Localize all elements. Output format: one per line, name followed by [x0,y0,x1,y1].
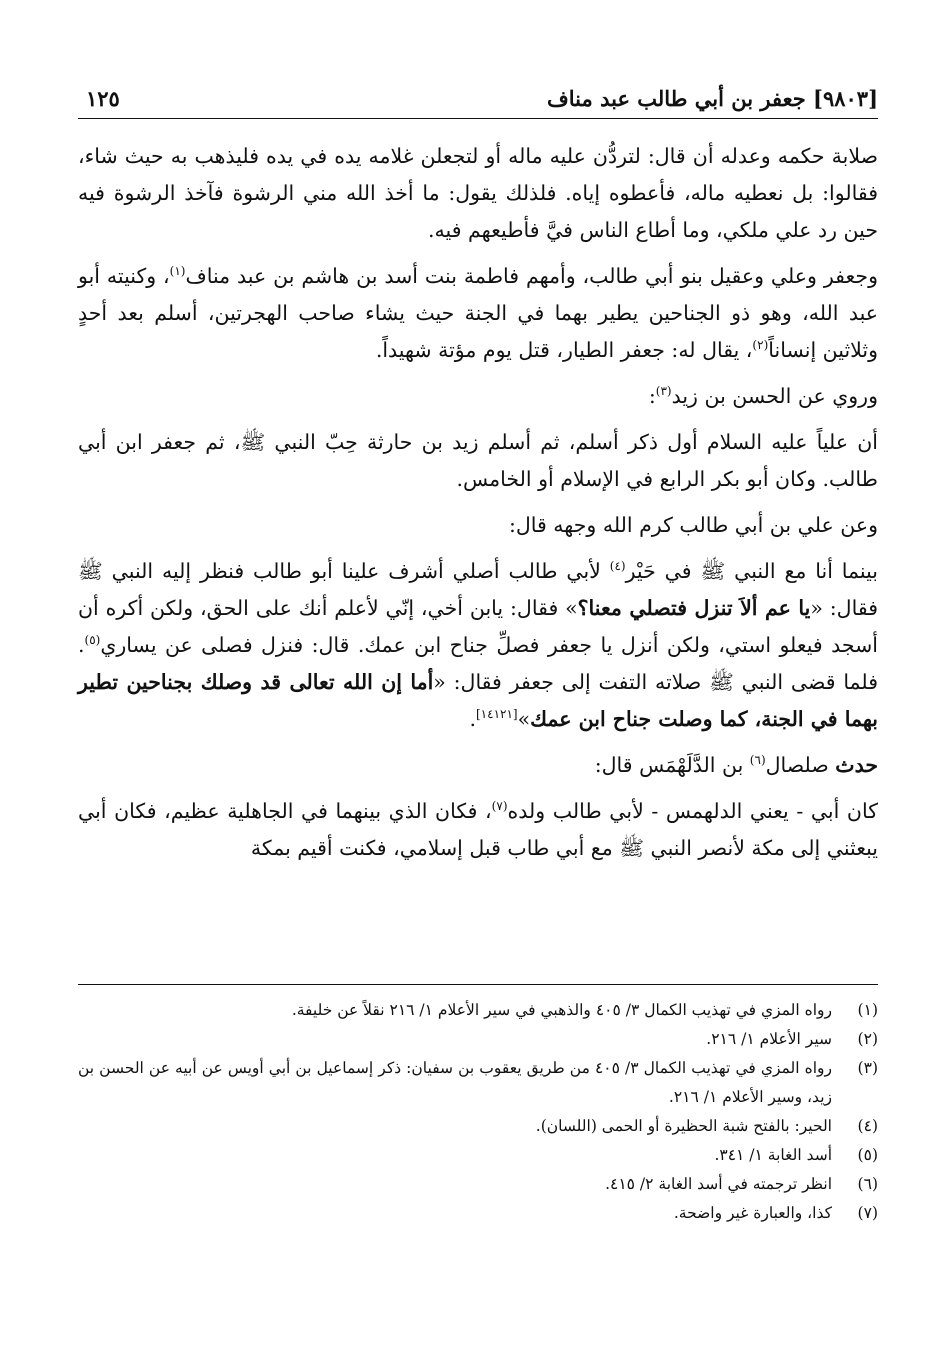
footnote [78,1141,878,1170]
footnote [78,996,878,1025]
paragraph-7 [78,747,878,784]
footnote-number: (١) [857,1001,878,1019]
bold-word: حدث [835,753,878,777]
text-run: وجعفر وعلي وعقيل بنو أبي طالب، وأمهم فاطمة بنت أسد بن هاشم بن عبد مناف [185,264,878,288]
paragraph-5: وعن علي بن أبي طالب كرم الله وجهه قال: [508,513,878,537]
text-run: صلصال [765,753,836,777]
text-run: » [517,707,531,731]
main-text [78,138,878,876]
paragraph-4: أن علياً عليه السلام أول ذكر أسلم، ثم أسلم زيد بن حارثة حِبّ النبي ﷺ، ثم جعفر ابن أبي طالب. وكان أبو بكر الرابع في الإسلام أو الخامس. [78,430,878,491]
footnote [78,1199,878,1228]
footnote-ref: (٢) [752,338,769,353]
footnote-text: رواه المزي في تهذيب الكمال ٣/ ٤٠٥ والذهبي في سير الأعلام ١/ ٢١٦ نقلاً عن خليفة. [291,1001,832,1019]
footnote-ref: (٥) [84,633,101,648]
footnote-text: سير الأعلام ١/ ٢١٦. [706,1030,832,1048]
footnote-text: أسد الغابة ١/ ٣٤١. [714,1146,832,1164]
footnote-number: (٧) [857,1204,878,1222]
paragraph-1: صلابة حكمه وعدله أن قال: لتردُّن عليه ماله أو لتجعلن غلامه يده في يده فليذهب به حيث شاء، فقالوا: بل نعطيه ماله، فأعطوه إياه. فلذلك يقول: ما أخذ الله مني الرشوة فآخذ الرشوة فيه حين رد علي ملكي، وما أطاع الناس فيَّ فأطيعهم فيه. [78,144,878,242]
paragraph-6 [78,553,878,738]
running-header [78,86,878,116]
footnote-text: كذا، والعبارة غير واضحة. [673,1204,832,1222]
footnote [78,1025,878,1054]
footnote-number: (٣) [857,1059,878,1077]
text-run: : [648,384,656,408]
text-run: بن الدَّلَهْمَس قال: [594,753,750,777]
text-run: لأبي طالب أصلي أشرف علينا أبو طالب فنظر إليه النبي ﷺ فقال: « [78,559,878,620]
footnote [78,1170,878,1199]
text-run: ، فكان الذي بينهما في الجاهلية عظيم، فكان أبي يبعثني إلى مكة لأنصر النبي ﷺ مع أبي طاب قبل إسلامي، فكنت أقيم بمكة [78,799,878,860]
footnote-rule [78,984,878,985]
footnote-ref: (١) [169,264,186,279]
hadith-number: [١٤١٢١] [475,707,518,722]
footnote [78,1054,878,1112]
header-rule [78,118,878,119]
text-run: ، يقال له: جعفر الطيار، قتل يوم مؤتة شهيداً. [375,338,753,362]
footnote-number: (٥) [857,1146,878,1164]
footnotes [78,996,878,1228]
text-run: ، وكنيته أبو عبد الله، وهو ذو الجناحين يطير بهما في الجنة حيث يشاء صاحب الهجرتين، أسلم بعد أحدٍ وثلاثين إنساناً [78,264,878,362]
footnote-ref: (٤) [609,559,626,574]
text-run: بينما أنا مع النبي ﷺ في حَيْر [625,559,878,583]
footnote-ref: (٧) [491,799,508,814]
paragraph-2 [78,258,878,369]
page-number: ١٢٥ [86,86,120,111]
footnote-text: انظر ترجمته في أسد الغابة ٢/ ٤١٥. [605,1175,832,1193]
footnote-ref: (٣) [655,384,672,399]
text-run: كان أبي - يعني الدلهمس - لأبي طالب ولده [507,799,878,823]
footnote-number: (٢) [857,1030,878,1048]
footnote-number: (٤) [857,1117,878,1135]
bold-quote: يا عم ألاَ تنزل فتصلي معنا؟ [577,596,811,620]
footnote-text: رواه المزي في تهذيب الكمال ٣/ ٤٠٥ من طريق يعقوب بن سفيان: ذكر إسماعيل بن أبي أويس عن أبيه عن الحسن بن زيد، وسير الأعلام ١/ ٢١٦. [78,1059,832,1106]
footnote-text: الحير: بالفتح شبة الحظيرة أو الحمى (اللسان). [535,1117,832,1135]
footnote-number: (٦) [857,1175,878,1193]
paragraph-3 [78,378,878,415]
text-run: . [469,707,476,731]
footnote [78,1112,878,1141]
bold-quote: أما إن الله تعالى قد وصلك بجناحين تطير بهما في الجنة، كما وصلت جناح ابن عمك [78,670,878,731]
running-title: [٩٨٠٣] جعفر بن أبي طالب عبد مناف [547,86,878,111]
text-run: . فلما قضى النبي ﷺ صلاته التفت إلى جعفر فقال: « [78,633,878,694]
footnote-ref: (٦) [749,753,766,768]
text-run: » فقال: يابن أخي، إنّي لأعلم أنك على الحق، ولكن أكره أن أسجد فيعلو استي، ولكن أنزل يا جعفر فصلِّ جناح ابن عمك. قال: فنزل فصلى عن يساري [78,596,878,657]
paragraph-8 [78,793,878,867]
text-run: وروي عن الحسن بن زيد [671,384,878,408]
